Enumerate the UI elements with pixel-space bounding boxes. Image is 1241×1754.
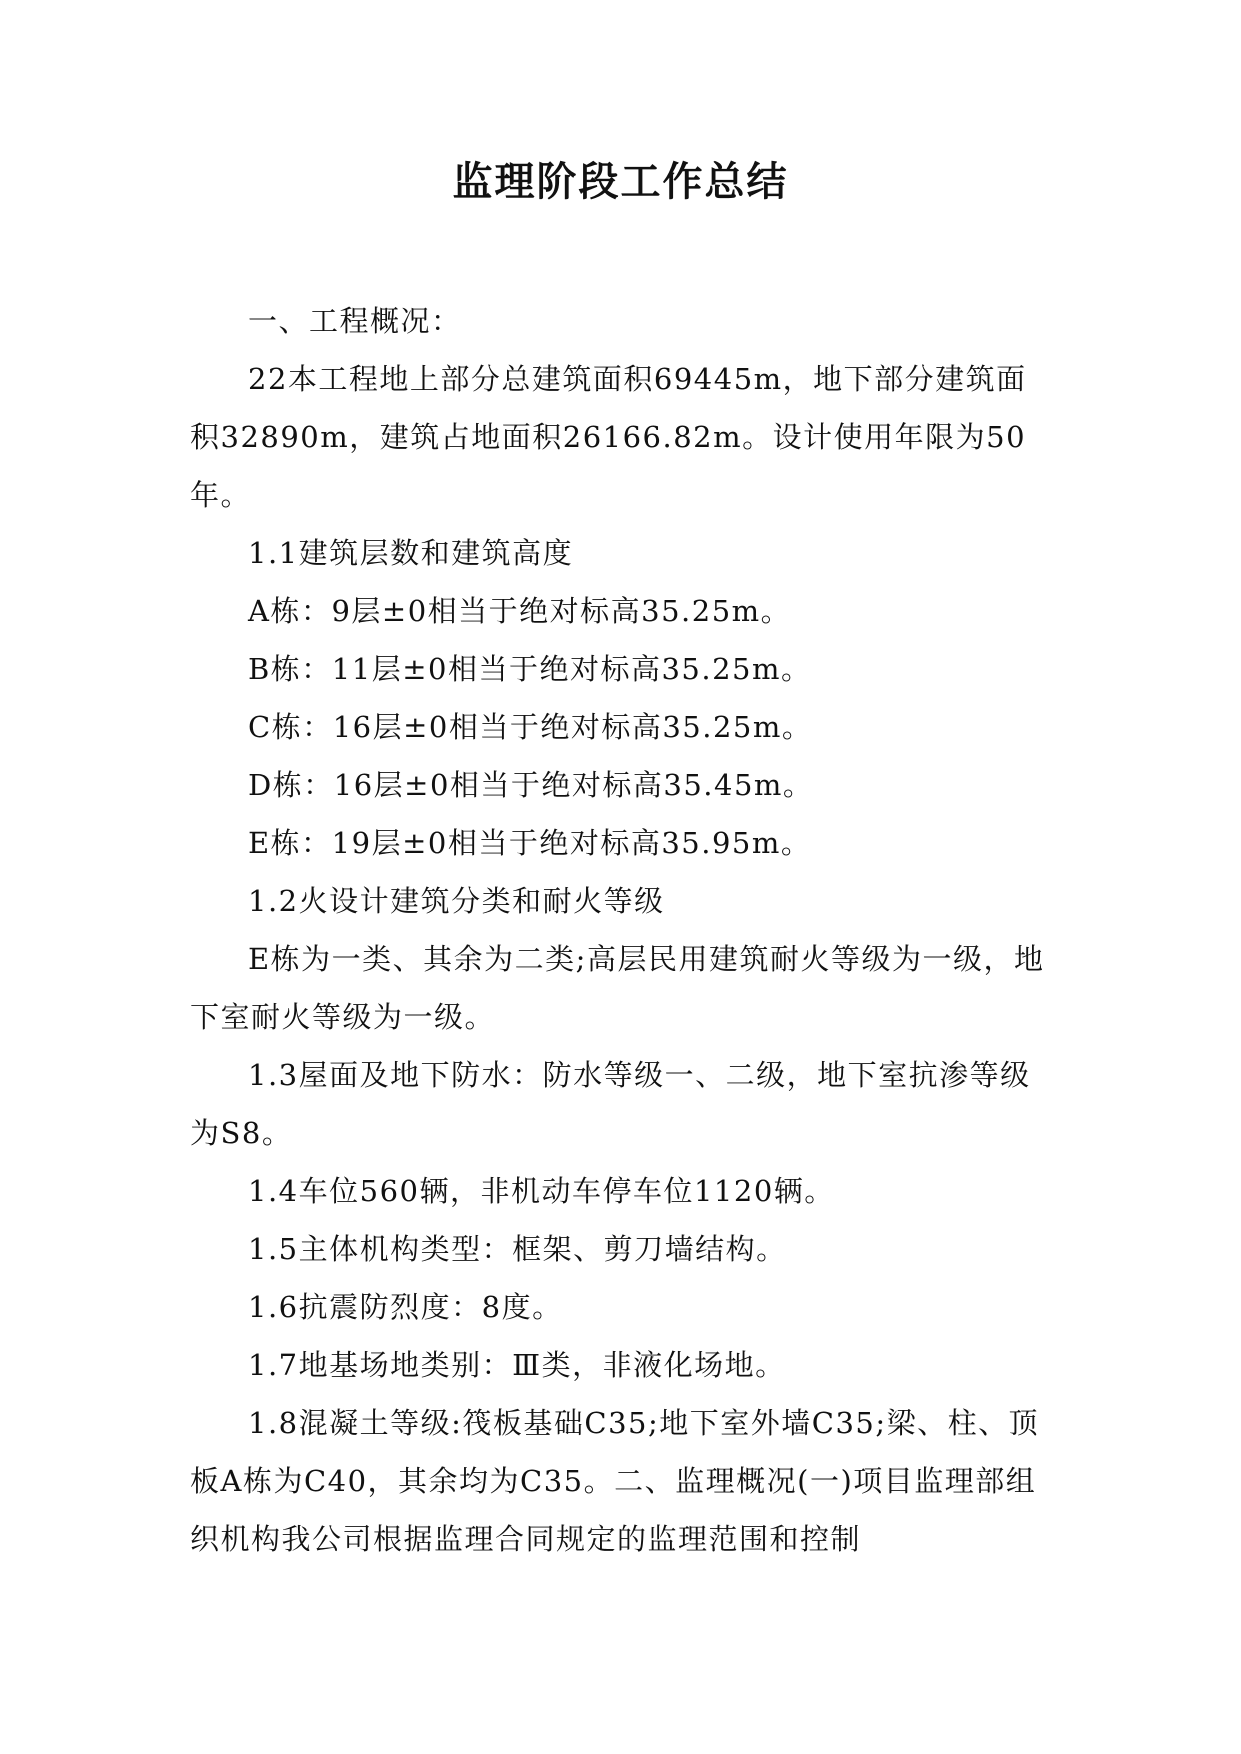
building-a-line: A栋：9层±0相当于绝对标高35.25m。 — [248, 594, 792, 628]
paragraph-fire-classification: E栋为一类、其余为二类;高层民用建筑耐火等级为一级，地下室耐火等级为一级。 — [190, 942, 1045, 1034]
paragraph-parking: 1.4车位560辆，非机动车停车位1120辆。 — [248, 1174, 835, 1208]
paragraph-area-summary: 22本工程地上部分总建筑面积69445m，地下部分建筑面积32890m，建筑占地面积26166.82m。设计使用年限为50年。 — [190, 362, 1027, 512]
building-d-line: D栋：16层±0相当于绝对标高35.45m。 — [248, 768, 814, 802]
paragraph-structure-type: 1.5主体机构类型：框架、剪刀墙结构。 — [248, 1232, 787, 1266]
paragraph-seismic: 1.6抗震防烈度：8度。 — [248, 1290, 563, 1324]
subheading-fire-rating: 1.2火设计建筑分类和耐火等级 — [248, 884, 665, 918]
building-e-line: E栋：19层±0相当于绝对标高35.95m。 — [248, 826, 812, 860]
paragraph-waterproofing: 1.3屋面及地下防水：防水等级一、二级，地下室抗渗等级为S8。 — [190, 1058, 1031, 1150]
paragraph-site-category: 1.7地基场地类别：Ⅲ类，非液化场地。 — [248, 1348, 786, 1382]
building-c-line: C栋：16层±0相当于绝对标高35.25m。 — [248, 710, 813, 744]
building-b-line: B栋：11层±0相当于绝对标高35.25m。 — [248, 652, 812, 686]
document-body — [190, 292, 1050, 1568]
subheading-floors-height: 1.1建筑层数和建筑高度 — [248, 536, 574, 570]
section-heading-project-overview: 一、工程概况： — [248, 304, 462, 338]
document-title: 监理阶段工作总结 — [452, 159, 789, 205]
paragraph-concrete-grade: 1.8混凝土等级:筏板基础C35;地下室外墙C35;梁、柱、顶板A栋为C40，其余均为C35。二、监理概况(一)项目监理部组织机构我公司根据监理合同规定的监理范围和控制 — [190, 1406, 1040, 1556]
